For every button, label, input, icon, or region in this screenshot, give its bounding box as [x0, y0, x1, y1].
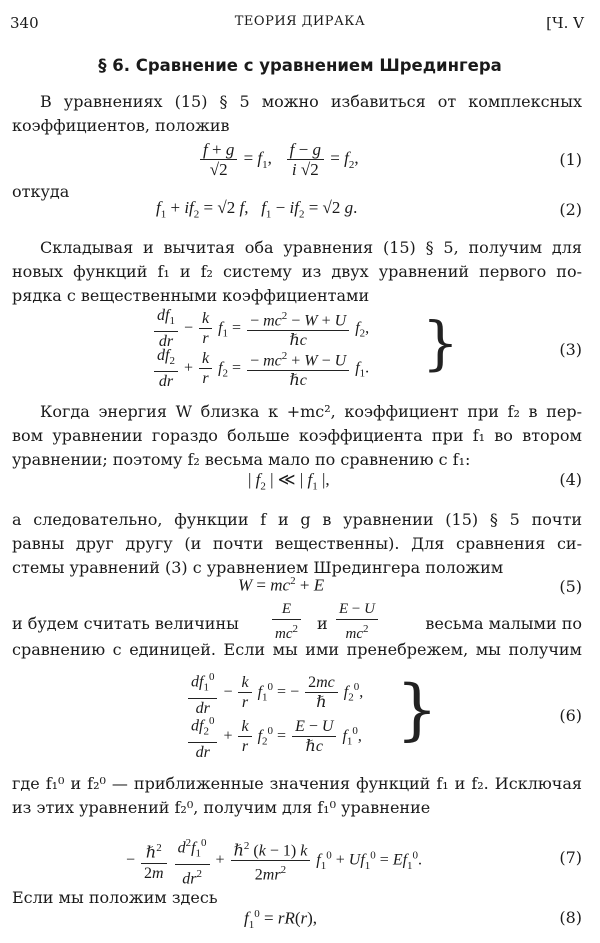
paragraph-2: откуда: [12, 182, 70, 201]
paragraph-1: В уравнениях (15) § 5 можно избавиться от комплексных коэффициентов, положив: [12, 92, 582, 135]
paragraph-6: и будем считать величины $\frac{E}{mc^2}$ и $\frac{E - U}{mc^2}$ весьма малыми по: [12, 601, 582, 642]
equation-number: (6): [559, 706, 582, 725]
equation-number: (7): [559, 848, 582, 867]
paragraph-5: а следовательно, функции f и g в уравнении (15) § 5 почти равны друг другу (и почти вещественны). Для сравнения си- стемы уравнений (3) с уравнением Шредингера положим: [12, 510, 582, 577]
running-title: ТЕОРИЯ ДИРАКА: [234, 14, 366, 29]
equation-number: (8): [559, 908, 582, 927]
book-page: 340 ТЕОРИЯ ДИРАКА [Ч. V § 6. Сравнение с уравнением Шредингера В уравнениях (15) § 5 можно избавиться от комплексных коэффициентов, положив $\frac{f + g}{√2}$ = $f_1$, $\frac{f - g}{i √2}$ = $f_2$, (1) откуда $f_1 + if_2 = √2$ f, $f_1 - if_2 = √2$ g. (2) Складывая и вычитая оба уравнения (15) § 5, получим для новых функций f₁ и f₂ систему из двух уравнений первого по- рядка с вещественными коэффициентами $\frac{df_1}{dr}$ − $\frac{k}{r}$ $f_1$ = $\frac{- mc^2 - W + U}{\text{ℏc}}$ $f_2$, $\frac{df_2}{dr}$ + $\frac{k}{r}$ $f_2$ = $\frac{- mc^2 + W - U}{\text{ℏc}}$ $f_1$. } (3) Когда энергия W близка к +mc², коэффициент при f₂ в пер- вом уравнении гораздо больше коэффициента при f₁ во втором уравнении; поэтому f₂ весьма мало по сравнению с f₁: | $f_2$ | ≪ | $f_1$ |, (4) а следовательно, функции f и g в уравнении (15) § 5 почти равны друг другу (и почти вещественны). Для сравнения си- стемы уравнений (3) с уравнением Шредингера положим $W = mc^2 + E$ (5) и будем считать величины $\frac{E}{mc^2}$ и $\frac{E - U}{mc^2}$ весьма малыми по сравнению с единицей. Если мы ими пренебрежем, мы получим $\frac{df_1^0}{dr}$ − $\frac{k}{r}$ $f_1^0$ = − $\frac{2mc}{\text{ℏ}}$ $f_2^0$, $\frac{df_2^0}{dr}$ + $\frac{k}{r}$ $f_2^0$ = $\frac{E - U}{\text{ℏc}}$ $f_1^0$, } (6) где f₁⁰ и f₂⁰ — приближенные значения функций f₁ и f₂. Исключая из этих уравнений f₂⁰, получим для f₁⁰ уравнение − $\frac{\hbar^2}{2m}$ $\frac{d^2f_1^0}{dr^2}$ + $\frac{\hbar^2 (k - 1) k}{2mr^2}$ $f_1^0 + Uf_1^0 = Ef_1^0$. (7) Если мы положим здесь $f_1^0 = rR(r)$, (8): [0, 0, 600, 943]
equation-number: (5): [559, 577, 582, 596]
page-number: 340: [10, 14, 39, 32]
paragraph-4: Когда энергия W близка к +mc², коэффициент при f₂ в пер- вом уравнении гораздо больше коэффициента при f₁ во втором уравнении; поэтому f₂ весьма мало по сравнению с f₁:: [12, 402, 582, 469]
equation-number: (3): [559, 340, 582, 359]
equation-number: (4): [559, 470, 582, 489]
paragraph-7: где f₁⁰ и f₂⁰ — приближенные значения функций f₁ и f₂. Исключая из этих уравнений f₂⁰, получим для f₁⁰ уравнение: [12, 774, 582, 817]
equation-number: (1): [559, 150, 582, 169]
paragraph-8: Если мы положим здесь: [12, 888, 218, 907]
paragraph-6-cont: сравнению с единицей. Если мы ими пренебрежем, мы получим: [12, 640, 582, 659]
equation-number: (2): [559, 200, 582, 219]
section-title: § 6. Сравнение с уравнением Шредингера: [98, 56, 502, 75]
chapter-label: [Ч. V: [546, 14, 584, 32]
paragraph-3: Складывая и вычитая оба уравнения (15) § 5, получим для новых функций f₁ и f₂ систему из двух уравнений первого по- рядка с вещественными коэффициентами: [12, 238, 582, 305]
